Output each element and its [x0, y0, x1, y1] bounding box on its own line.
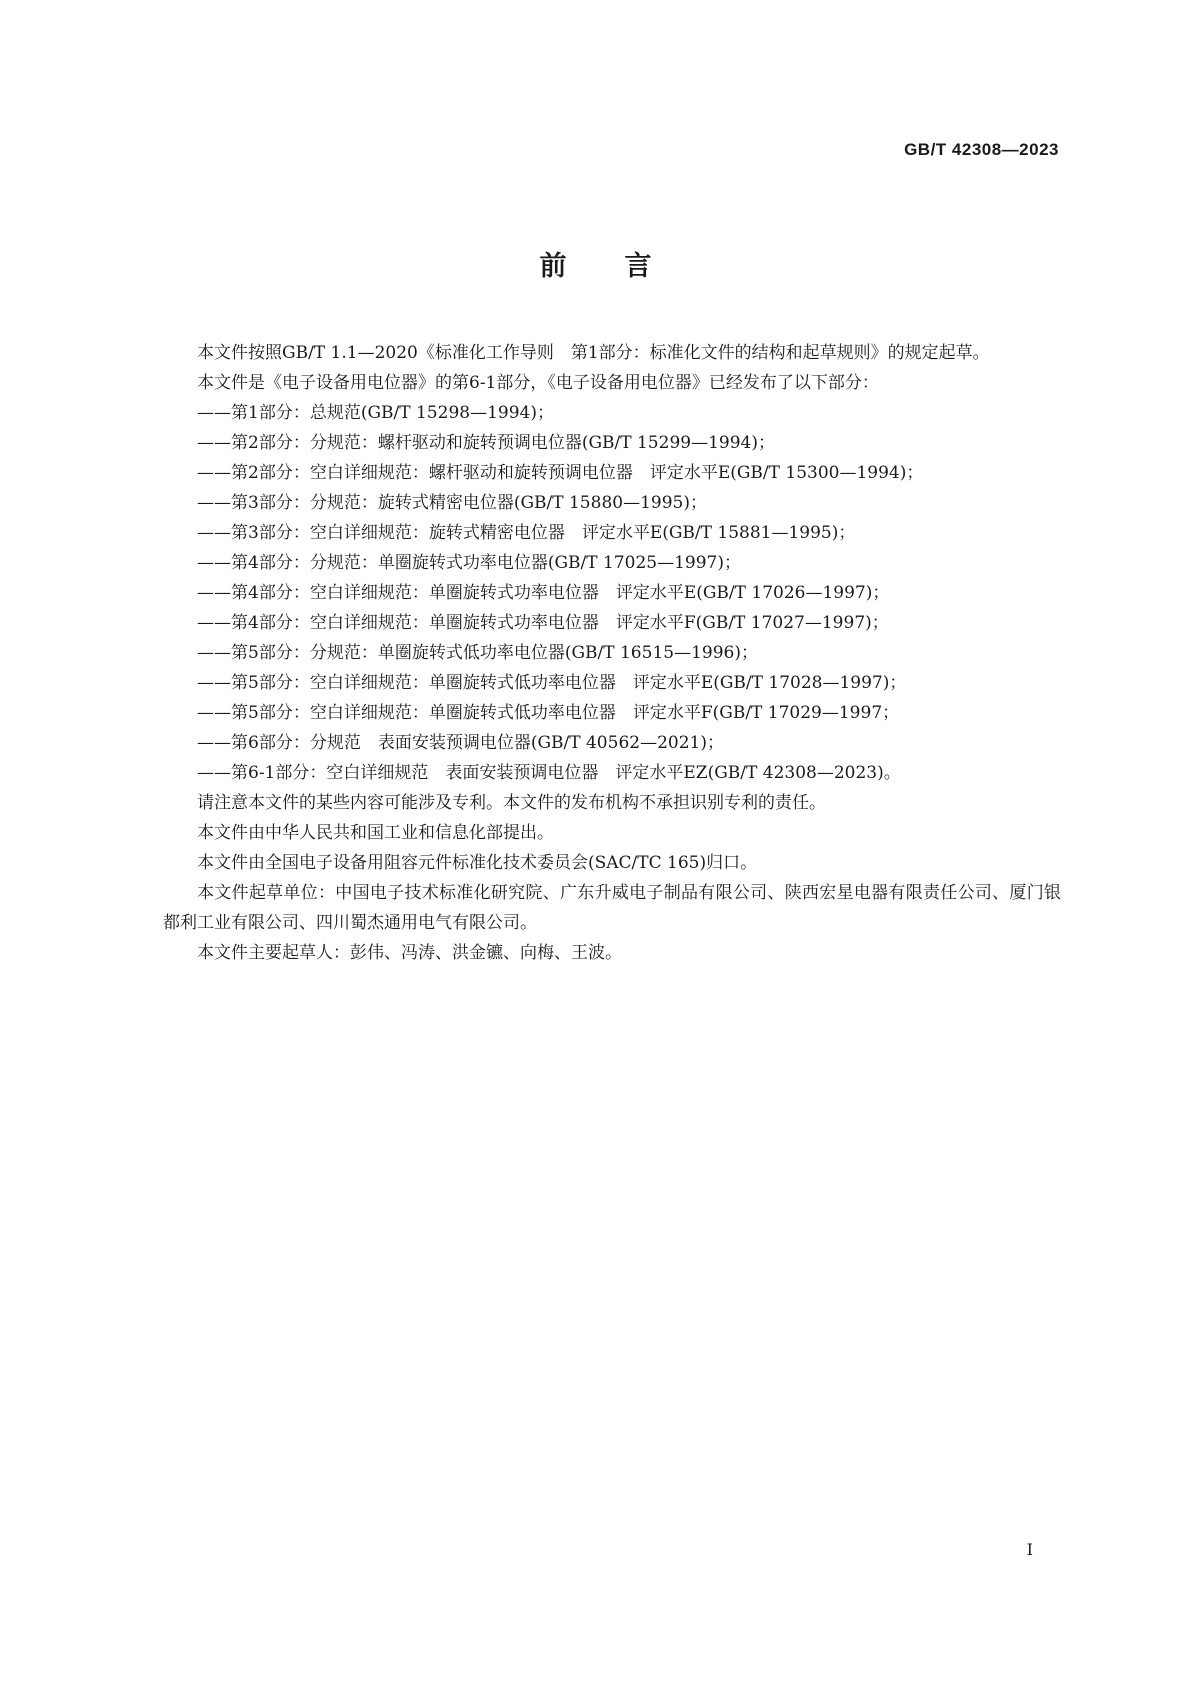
list-item: ——第2部分：空白详细规范：螺杆驱动和旋转预调电位器 评定水平E(GB/T 15300—1994)； [197, 463, 924, 483]
list-item: ——第3部分：分规范：旋转式精密电位器(GB/T 15880—1995)； [197, 493, 707, 513]
paragraph-drafting-units: 本文件起草单位：中国电子技术标准化研究院、广东升威电子制品有限公司、陕西宏星电器有限责任公司、厦门银都利工业有限公司、四川蜀杰通用电气有限公司。 [163, 883, 1061, 933]
list-item: ——第1部分：总规范(GB/T 15298—1994)； [197, 403, 554, 423]
paragraph-centralized-by: 本文件由全国电子设备用阻容元件标准化技术委员会(SAC/TC 165)归口。 [197, 853, 758, 873]
paragraph-drafting-rule: 本文件按照GB/T 1.1—2020《标准化工作导则 第1部分：标准化文件的结构和起草规则》的规定起草。 [197, 343, 990, 363]
list-item: ——第5部分：空白详细规范：单圈旋转式低功率电位器 评定水平E(GB/T 17028—1997)； [197, 673, 907, 693]
list-item: ——第4部分：分规范：单圈旋转式功率电位器(GB/T 17025—1997)； [197, 553, 741, 573]
foreword-body [163, 338, 1061, 968]
list-item: ——第6-1部分：空白详细规范 表面安装预调电位器 评定水平EZ(GB/T 42308—2023)。 [197, 763, 901, 783]
paragraph-proposed-by: 本文件由中华人民共和国工业和信息化部提出。 [197, 823, 554, 843]
list-item: ——第5部分：空白详细规范：单圈旋转式低功率电位器 评定水平F(GB/T 17029—1997； [197, 703, 900, 723]
parts-list [163, 398, 1061, 788]
paragraph-patent-notice: 请注意本文件的某些内容可能涉及专利。本文件的发布机构不承担识别专利的责任。 [197, 793, 826, 813]
list-item: ——第5部分：分规范：单圈旋转式低功率电位器(GB/T 16515—1996)； [197, 643, 758, 663]
list-item: ——第6部分：分规范 表面安装预调电位器(GB/T 40562—2021)； [197, 733, 724, 753]
paragraph-drafters: 本文件主要起草人：彭伟、冯涛、洪金镳、向梅、王波。 [197, 943, 622, 963]
list-item: ——第2部分：分规范：螺杆驱动和旋转预调电位器(GB/T 15299—1994)； [197, 433, 775, 453]
list-item: ——第4部分：空白详细规范：单圈旋转式功率电位器 评定水平F(GB/T 17027—1997)； [197, 613, 889, 633]
page-number: I [1026, 1540, 1033, 1559]
standard-number: GB/T 42308—2023 [904, 140, 1059, 159]
page-title: 前言 [539, 251, 710, 282]
list-item: ——第4部分：空白详细规范：单圈旋转式功率电位器 评定水平E(GB/T 17026—1997)； [197, 583, 890, 603]
list-item: ——第3部分：空白详细规范：旋转式精密电位器 评定水平E(GB/T 15881—1995)； [197, 523, 856, 543]
paragraph-series-intro: 本文件是《电子设备用电位器》的第6-1部分，《电子设备用电位器》已经发布了以下部分： [197, 373, 879, 393]
